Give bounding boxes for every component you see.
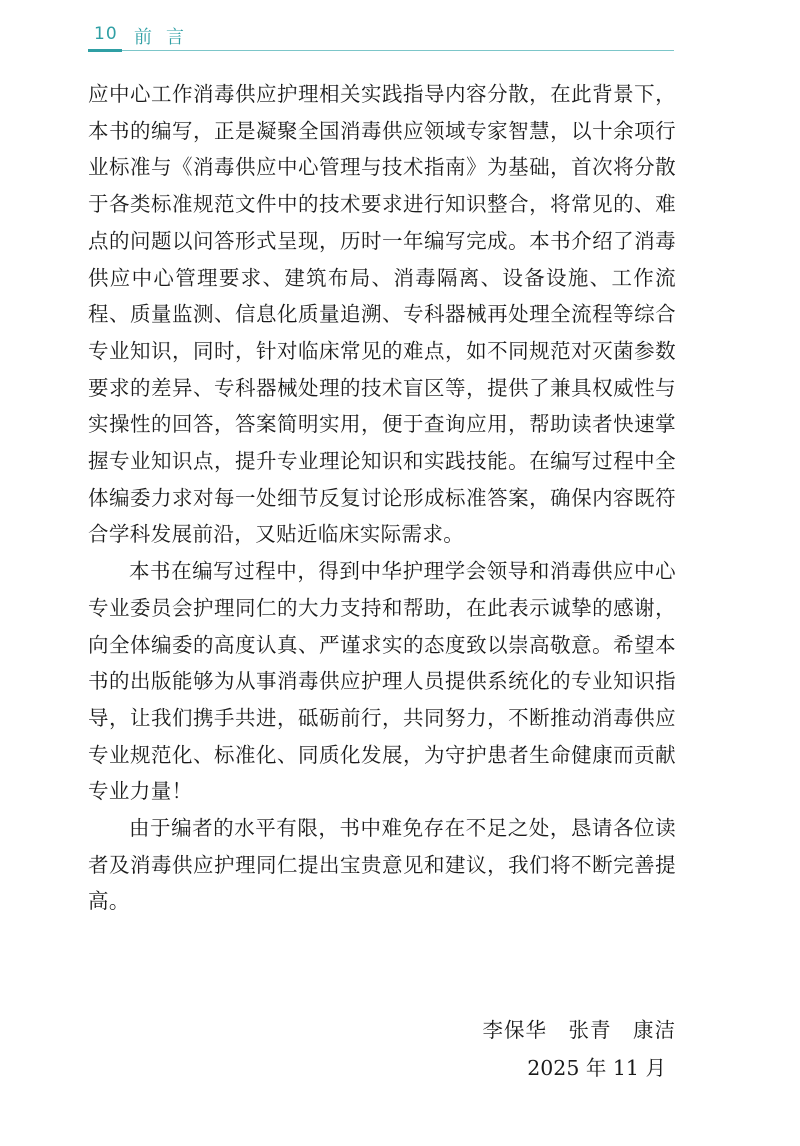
- paragraph-acknowledgements: 本书在编写过程中，得到中华护理学会领导和消毒供应中心专业委员会护理同仁的大力支持和帮助，在此表示诚挚的感谢，向全体编委的高度认真、严谨求实的态度致以崇高敬意。希望本书的出版能够为从事消毒供应护理人员提供系统化的专业知识指导，让我们携手共进，砥砺前行，共同努力，不断推动消毒供应专业规范化、标准化、同质化发展，为守护患者生命健康而贡献专业力量！: [88, 559, 676, 804]
- header-divider: [122, 50, 674, 51]
- page-header: [88, 22, 674, 52]
- signature-date: 2025 年 11 月: [527, 1056, 666, 1080]
- author-names: 李保华 张青 康洁: [482, 1018, 676, 1042]
- paragraph-continued: 应中心工作消毒供应护理相关实践指导内容分散，在此背景下，本书的编写，正是凝聚全国消毒供应领域专家智慧，以十余项行业标准与《消毒供应中心管理与技术指南》为基础，首次将分散于各类标准规范文件中的技术要求进行知识整合，将常见的、难点的问题以问答形式呈现，历时一年编写完成。本书介绍了消毒供应中心管理要求、建筑布局、消毒隔离、设备设施、工作流程、质量监测、信息化质量追溯、专科器械再处理全流程等综合专业知识，同时，针对临床常见的难点，如不同规范对灭菌参数要求的差异、专科器械处理的技术盲区等，提供了兼具权威性与实操性的回答，答案简明实用，便于查询应用，帮助读者快速掌握专业知识点，提升专业理论知识和实践技能。在编写过程中全体编委力求对每一处细节反复讨论形成标准答案，确保内容既符合学科发展前沿，又贴近临床实际需求。: [88, 82, 676, 547]
- header-accent-bar: [88, 49, 122, 52]
- signature-block: [482, 1012, 676, 1086]
- paragraph-closing: 由于编者的水平有限，书中难免存在不足之处，恳请各位读者及消毒供应护理同仁提出宝贵意见和建议，我们将不断完善提高。: [88, 816, 676, 914]
- preface-body: [88, 76, 676, 920]
- page-number: 10: [94, 24, 118, 44]
- section-title: 前言: [134, 27, 198, 48]
